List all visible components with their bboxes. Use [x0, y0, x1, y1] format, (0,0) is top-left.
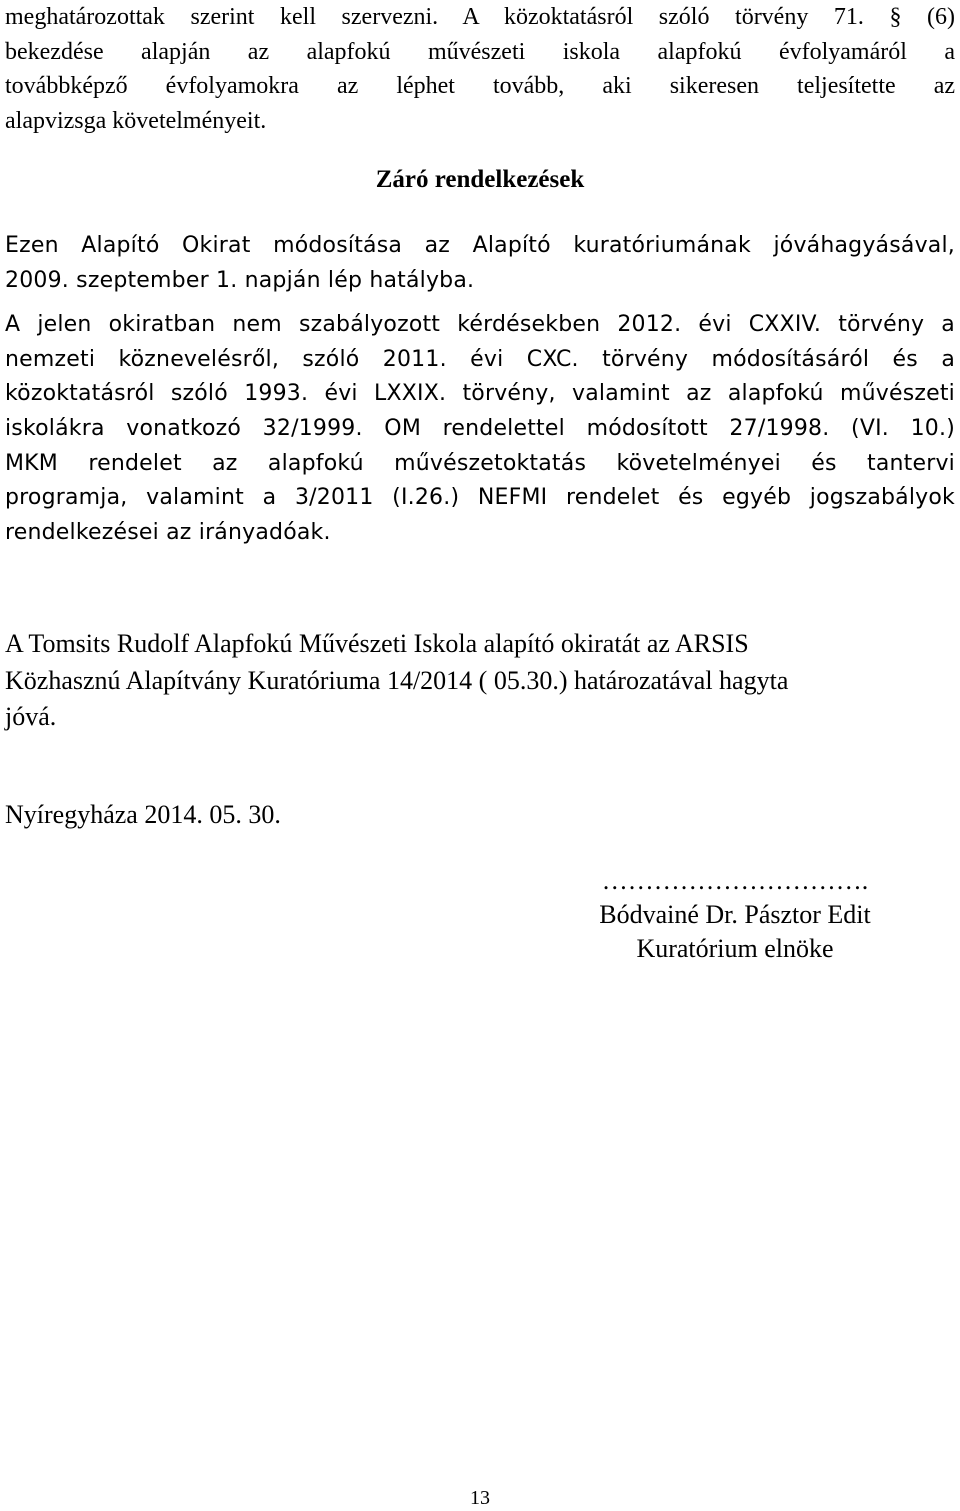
text-line: A jelen okiratban nem szabályozott kérdésekben 2012. évi CXXIV. törvény a — [5, 312, 955, 337]
text-line: nemzeti köznevelésről, szóló 2011. évi CXC. törvény módosításáról és a — [5, 346, 955, 372]
text-line: meghatározottak szerint kell szervezni. A közoktatásról szóló törvény 71. § (6) — [5, 4, 955, 30]
section-heading: Záró rendelkezések — [375, 166, 585, 193]
signature-block — [560, 864, 910, 966]
signatory-title: Kuratórium elnöke — [636, 934, 834, 963]
text-line: közoktatásról szóló 1993. évi LXXIX. törvény, valamint az alapfokú művészeti — [5, 381, 955, 407]
text-line: iskolákra vonatkozó 32/1999. OM rendelettel módosított 27/1998. (VI. 10.) — [5, 416, 955, 442]
text-line: Közhasznú Alapítvány Kuratóriuma 14/2014 ( 05.30.) határozatával hagyta — [5, 665, 789, 695]
text-line: programja, valamint a 3/2011 (I.26.) NEFMI rendelet és egyéb jogszabályok — [5, 485, 955, 511]
text-line: rendelkezései az irányadóak. — [5, 520, 331, 546]
signatory-name: Bódvainé Dr. Pásztor Edit — [599, 900, 871, 929]
text-line: jóvá. — [5, 702, 57, 731]
text-line: bekezdése alapján az alapfokú művészeti iskola alapfokú évfolyamáról a — [5, 38, 955, 65]
text-line: MKM rendelet az alapfokú művészetoktatás követelményei és tantervi — [5, 450, 955, 476]
text-line: alapvizsga követelményeit. — [5, 108, 267, 135]
text-line: A Tomsits Rudolf Alapfokú Művészeti Iskola alapító okiratát az ARSIS — [5, 629, 749, 658]
paragraph-continuation — [5, 0, 955, 139]
paragraph-effective-date — [5, 229, 955, 298]
paragraph-governing-law — [5, 308, 955, 551]
text-line: 2009. szeptember 1. napján lép hatályba. — [5, 267, 475, 293]
text-line: továbbképző évfolyamokra az léphet tovább, aki sikeresen teljesítette az — [5, 73, 955, 100]
page-number: 13 — [470, 1487, 490, 1509]
signature-line: …………………………. — [601, 866, 869, 895]
text-line: Ezen Alapító Okirat módosítása az Alapító kuratóriumának jóváhagyásával, — [5, 233, 955, 258]
place-and-date: Nyíregyháza 2014. 05. 30. — [5, 800, 281, 829]
paragraph-approval — [5, 626, 955, 736]
